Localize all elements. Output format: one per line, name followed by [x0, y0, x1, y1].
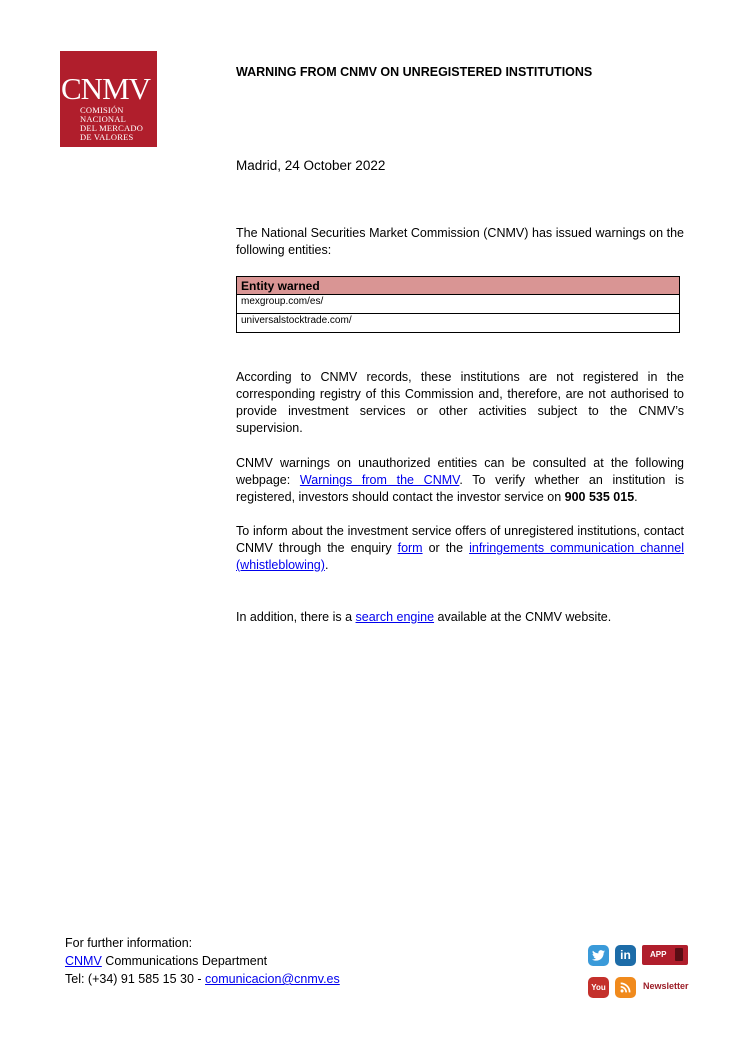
search-engine-link[interactable]: search engine: [355, 610, 435, 624]
intro-paragraph: The National Securities Market Commission (CNMV) has issued warnings on the following entities:: [236, 226, 684, 257]
enquiry-form-link[interactable]: form: [397, 541, 423, 555]
footer-tel-text: Tel: (+34) 91 585 15 30 -: [65, 972, 206, 986]
footer-department-text: Communications Department: [101, 954, 268, 968]
date-line: Madrid, 24 October 2022: [236, 158, 386, 173]
search-text: In addition, there is a: [236, 610, 356, 624]
warnings-text: .: [634, 490, 638, 504]
logo-sub-line: NACIONAL: [80, 114, 126, 124]
table-header-row: [237, 277, 680, 295]
table-cell: universalstocktrade.com/: [237, 314, 680, 333]
twitter-icon[interactable]: [588, 945, 609, 966]
footer-department: [65, 952, 340, 970]
logo-sub-line: DE VALORES: [80, 132, 134, 142]
footer-heading: For further information:: [65, 936, 193, 950]
table-row: [237, 314, 680, 333]
warnings-text: . To verify whether an institution is registered, investors should contact the investor service on: [236, 473, 684, 504]
inform-paragraph: [236, 523, 684, 574]
investor-phone: 900 535 015: [564, 490, 635, 504]
social-links: [588, 945, 698, 1000]
rss-icon[interactable]: [615, 977, 636, 998]
email-link[interactable]: comunicacion@cnmv.es: [205, 972, 340, 986]
footer-contact: [65, 934, 340, 988]
warnings-link[interactable]: Warnings from the CNMV: [299, 473, 460, 487]
cnmv-logo: [60, 51, 157, 147]
inform-text: or the: [422, 541, 470, 555]
youtube-icon[interactable]: You: [588, 977, 609, 998]
table-cell: mexgroup.com/es/: [237, 295, 680, 314]
table-row: [237, 295, 680, 314]
footer-phone: [65, 970, 340, 988]
linkedin-icon[interactable]: in: [615, 945, 636, 966]
warnings-text: CNMV warnings on unauthorized entities can be consulted at the following webpage:: [236, 456, 684, 487]
cnmv-link[interactable]: CNMV: [65, 954, 102, 968]
newsletter-link[interactable]: Newsletter: [643, 981, 689, 991]
page-title: WARNING FROM CNMV ON UNREGISTERED INSTITUTIONS: [236, 65, 593, 79]
whistleblowing-link[interactable]: infringements communication channel (whistleblowing): [236, 541, 684, 572]
logo-sub-line: DEL MERCADO: [80, 123, 144, 133]
table-header: Entity warned: [237, 277, 680, 295]
app-button[interactable]: APP: [642, 945, 688, 965]
search-paragraph: [236, 609, 684, 626]
logo-sub-line: COMISIÓN: [80, 105, 124, 115]
records-paragraph: According to CNMV records, these institutions are not registered in the corresponding registry of this Commission and, therefore, are not authorised to provide investment services or other activities subject to the CNMV’s supervision.: [236, 370, 684, 435]
inform-text: To inform about the investment service offers of unregistered institutions, contact CNMV through the enquiry: [236, 524, 684, 555]
warnings-paragraph: [236, 455, 684, 506]
logo-subtitle: [60, 106, 157, 142]
search-text: available at the CNMV website.: [434, 610, 612, 624]
entities-table: [236, 276, 680, 333]
logo-main-text: CNMV: [61, 71, 151, 106]
inform-text: .: [324, 558, 329, 572]
